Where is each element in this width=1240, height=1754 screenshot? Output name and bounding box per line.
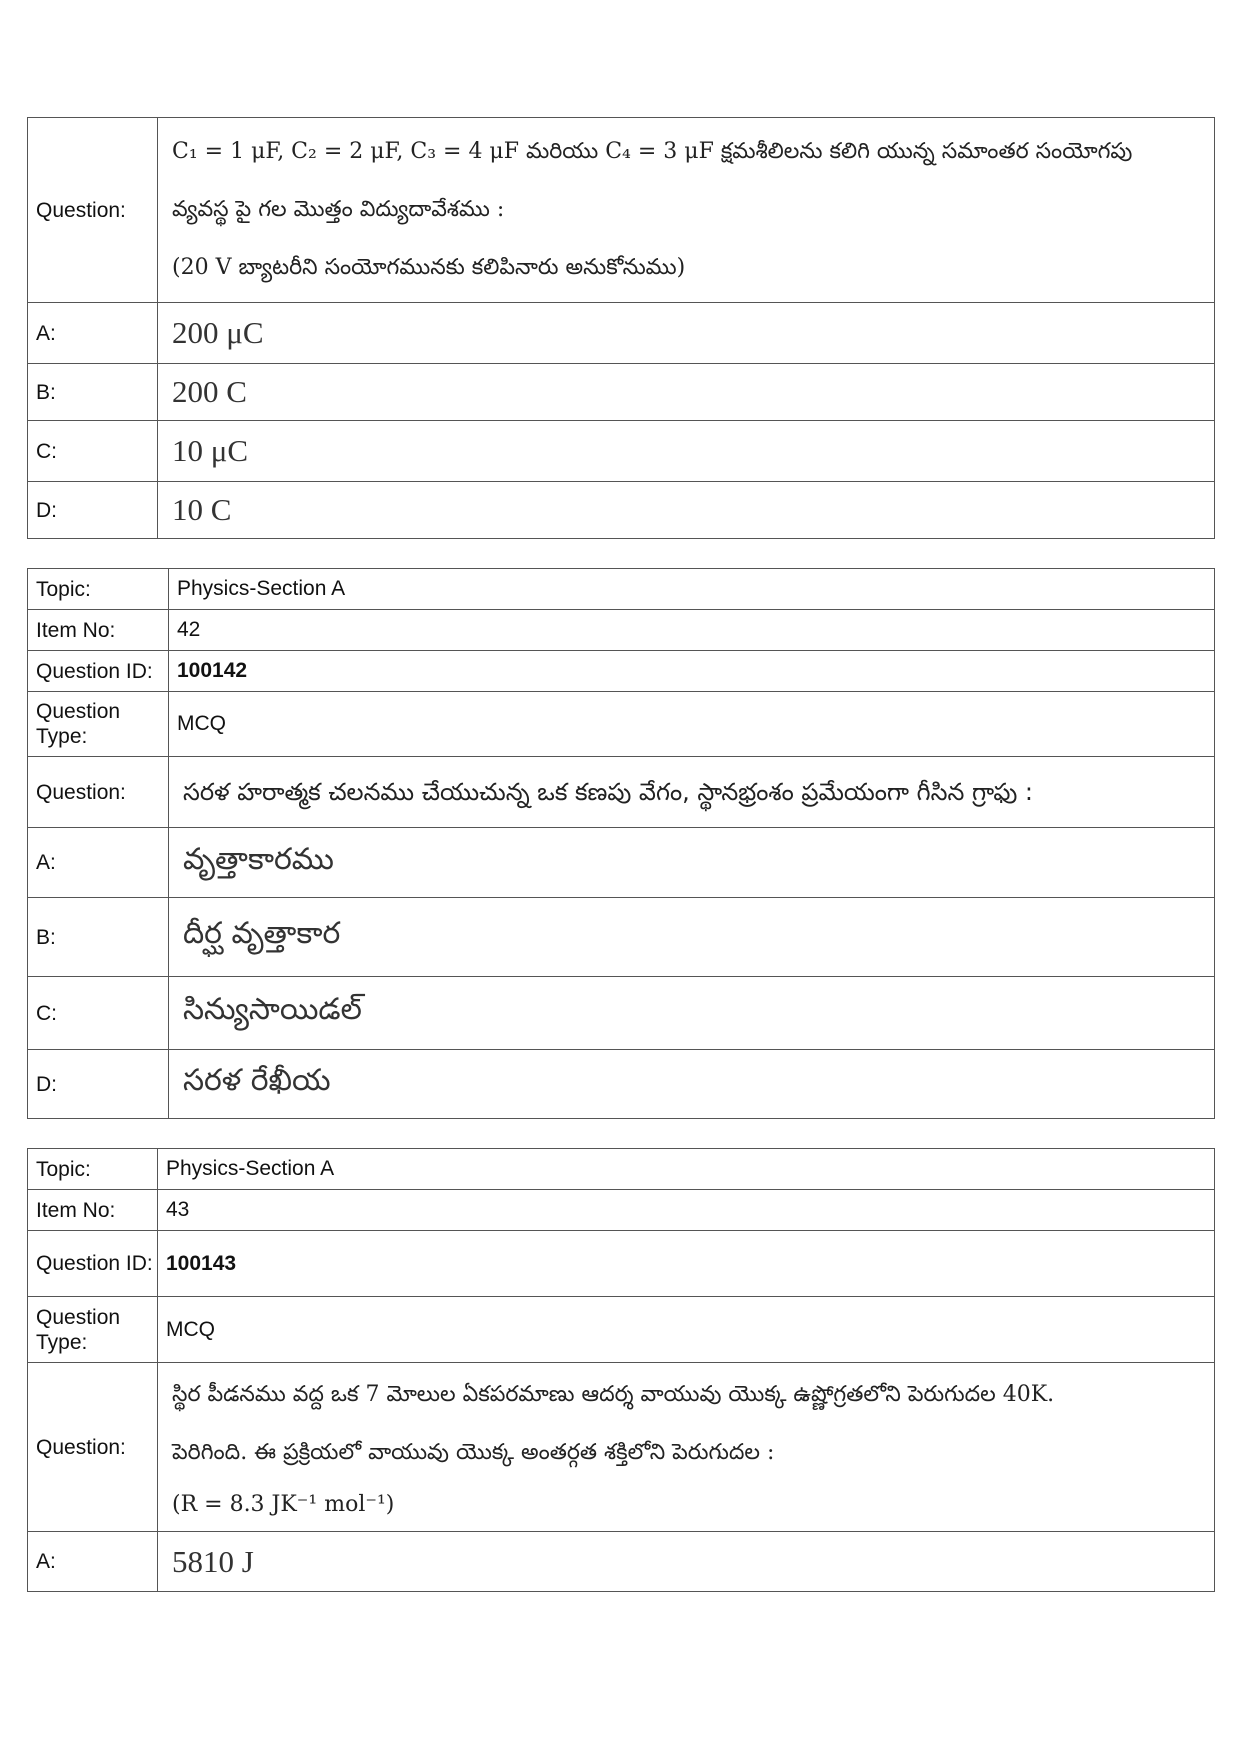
option-value-b: దీర్ఘ వృత్తాకార: [169, 898, 1215, 977]
topic-label: Topic:: [28, 1149, 158, 1190]
topic-value: Physics-Section A: [158, 1149, 1215, 1190]
option-value-c: 10 μC: [158, 421, 1215, 482]
topic-label: Topic:: [28, 569, 169, 610]
question-id-value: 100142: [169, 651, 1215, 692]
question-label: Question:: [28, 757, 169, 828]
option-label-b: B:: [28, 364, 158, 421]
question-line: పెరిగింది. ఈ ప్రక్రియలో వాయువు యొక్క అంతర్గత శక్తిలోని పెరుగుదల :: [172, 1440, 775, 1465]
question-line: (R = 8.3 JK⁻¹ mol⁻¹): [172, 1492, 395, 1517]
topic-value: Physics-Section A: [169, 569, 1215, 610]
option-value-b: 200 C: [158, 364, 1215, 421]
question-id-label: Question ID:: [28, 651, 169, 692]
item-no-value: 43: [158, 1190, 1215, 1231]
option-label-c: C:: [28, 977, 169, 1050]
option-label-d: D:: [28, 1050, 169, 1119]
question-type-value: MCQ: [158, 1297, 1215, 1363]
question-block-2: [27, 568, 1215, 1119]
question-type-label: Question Type:: [28, 1297, 158, 1363]
question-label: Question:: [28, 1363, 158, 1532]
question-line: C₁ = 1 μF, C₂ = 2 μF, C₃ = 4 μF మరియు C₄ = 3 μF క్షమశీలిలను కలిగి యున్న సమాంతర సంయోగపు: [172, 139, 1133, 164]
question-line: వ్యవస్థ పై గల మొత్తం విద్యుదావేశము :: [172, 197, 505, 222]
option-value-d: సరళ రేఖీయ: [169, 1050, 1215, 1119]
option-label-a: A:: [28, 303, 158, 364]
question-text: [169, 757, 1215, 828]
item-no-value: 42: [169, 610, 1215, 651]
question-label: Question:: [28, 118, 158, 303]
question-id-label: Question ID:: [28, 1231, 158, 1297]
question-text: [158, 118, 1215, 303]
option-label-a: A:: [28, 1532, 158, 1592]
question-type-value: MCQ: [169, 692, 1215, 757]
item-no-label: Item No:: [28, 1190, 158, 1231]
question-text: [158, 1363, 1215, 1532]
question-type-label: Question Type:: [28, 692, 169, 757]
option-value-d: 10 C: [158, 482, 1215, 539]
option-value-a: వృత్తాకారము: [169, 828, 1215, 898]
option-label-c: C:: [28, 421, 158, 482]
option-label-d: D:: [28, 482, 158, 539]
question-line: (20 V బ్యాటరీని సంయోగమునకు కలిపినారు అనుకోనుము): [172, 255, 686, 280]
option-value-a: 5810 J: [158, 1532, 1215, 1592]
question-block-3: [27, 1148, 1215, 1592]
option-label-b: B:: [28, 898, 169, 977]
option-value-c: సిన్యుసాయిడల్: [169, 977, 1215, 1050]
question-id-value: 100143: [158, 1231, 1215, 1297]
question-block-1: [27, 117, 1215, 539]
option-value-a: 200 μC: [158, 303, 1215, 364]
question-line: స్థిర పీడనము వద్ద ఒక 7 మోలుల ఏకపరమాణు ఆదర్శ వాయువు యొక్క ఉష్ణోగ్రతలోని పెరుగుదల 40K.: [172, 1382, 1055, 1407]
item-no-label: Item No:: [28, 610, 169, 651]
option-label-a: A:: [28, 828, 169, 898]
question-line: సరళ హరాత్మక చలనము చేయుచున్న ఒక కణపు వేగం, స్థానభ్రంశం ప్రమేయంగా గీసిన గ్రాఫు :: [183, 778, 1033, 806]
